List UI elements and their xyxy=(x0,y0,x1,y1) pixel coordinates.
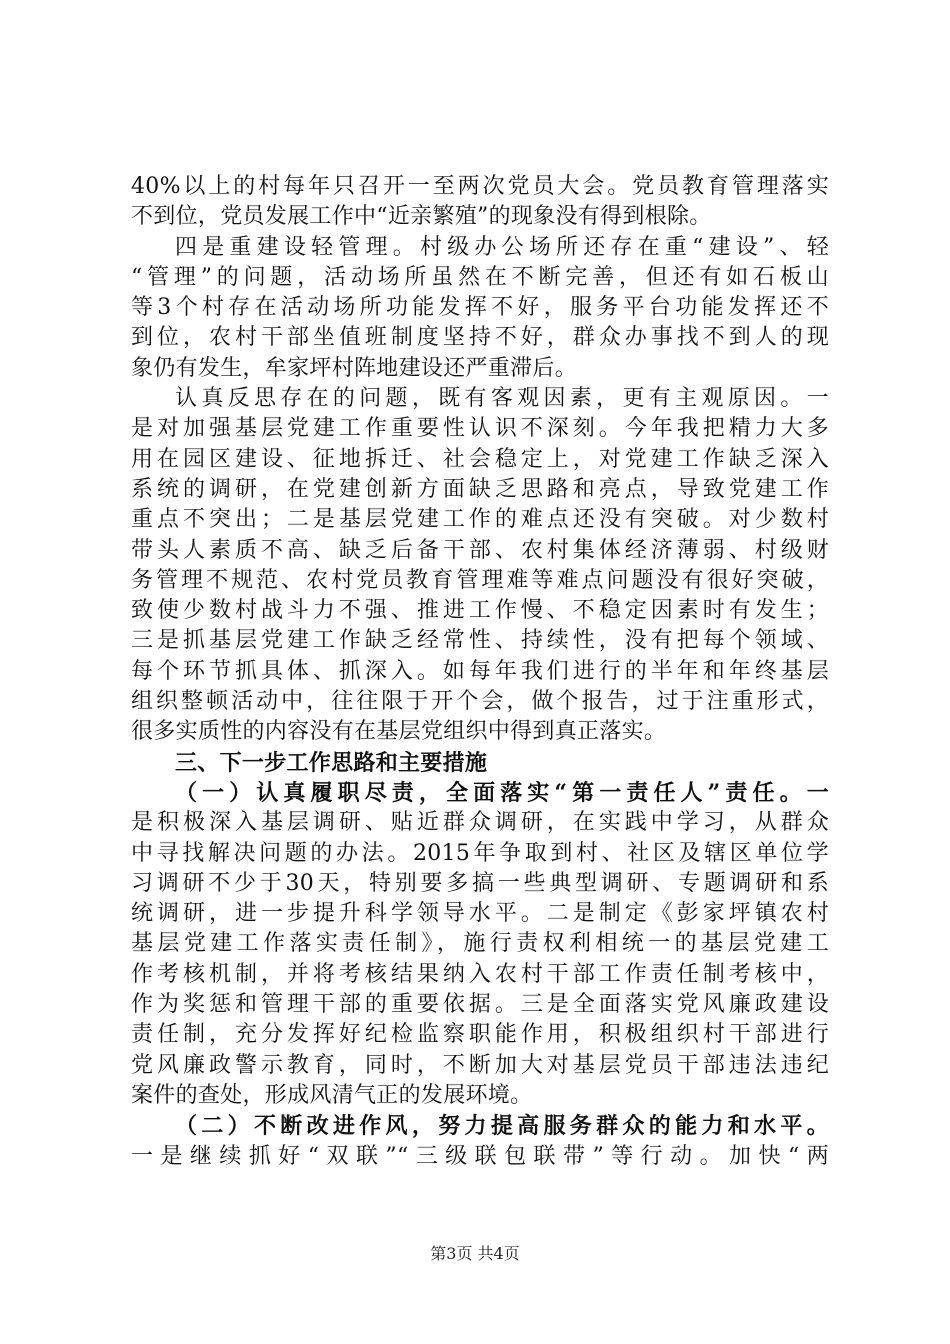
text-line: 党风廉政警示教育，同时，不断加大对基层党员干部违法违纪 xyxy=(131,1052,829,1078)
text-line: 不到位，党员发展工作中“近亲繁殖”的现象没有得到根除。 xyxy=(131,204,712,230)
heading-line: （一）认真履职尽责，全面落实“第一责任人”责任。一 xyxy=(175,779,829,806)
text-line: 致使少数村战斗力不强、推进工作慢、不稳定因素时有发生； xyxy=(131,598,829,624)
text-line: 作为奖惩和管理干部的重要依据。三是全面落实党风廉政建设 xyxy=(131,992,829,1018)
text-line: 40%以上的村每年只召开一至两次党员大会。党员教育管理落实 xyxy=(131,174,829,199)
text-line: 用在园区建设、征地拆迁、社会稳定上，对党建工作缺乏深入 xyxy=(131,446,829,472)
document-body xyxy=(131,172,829,1172)
text-line: 组织整顿活动中，往往限于开个会，做个报告，过于注重形式， xyxy=(131,689,829,715)
text-line: 很多实质性的内容没有在基层党组织中得到真正落实。 xyxy=(131,719,667,745)
text-line: 作考核机制，并将考核结果纳入农村干部工作责任制考核中， xyxy=(131,961,829,987)
text-line: 系统的调研，在党建创新方面缺乏思路和亮点，导致党建工作 xyxy=(131,476,829,502)
text-line: 带头人素质不高、缺乏后备干部、农村集体经济薄弱、村级财 xyxy=(131,537,829,563)
text-line: 是积极深入基层调研、贴近群众调研，在实践中学习，从群众 xyxy=(131,810,829,836)
heading-line: （二）不断改进作风，努力提高服务群众的能力和水平。 xyxy=(175,1113,829,1140)
text-line: 四是重建设轻管理。村级办公场所还存在重“建设”、轻 xyxy=(175,234,829,260)
text-line: 基层党建工作落实责任制》，施行责权利相统一的基层党建工 xyxy=(131,931,829,957)
text-line: “管理”的问题，活动场所虽然在不断完善，但还有如石板山 xyxy=(131,264,829,290)
text-line: 到位，农村干部坐值班制度坚持不好，群众办事找不到人的现 xyxy=(131,325,829,351)
text-line: 等3个村存在活动场所功能发挥不好，服务平台功能发挥还不 xyxy=(131,295,829,321)
text-line: 责任制，充分发挥好纪检监察职能作用，积极组织村干部进行 xyxy=(131,1022,829,1048)
text-line: 务管理不规范、农村党员教育管理难等难点问题没有很好突破， xyxy=(131,567,829,593)
text-line: 三是抓基层党建工作缺乏经常性、持续性，没有把每个领域、 xyxy=(131,628,829,654)
heading-line: 三、下一步工作思路和主要措施 xyxy=(175,749,488,776)
text-line: 习调研不少于30天，特别要多搞一些典型调研、专题调研和系 xyxy=(131,870,829,896)
text-line: 每个环节抓具体、抓深入。如每年我们进行的半年和年终基层 xyxy=(131,658,829,684)
text-line: 中寻找解决问题的办法。2015年争取到村、社区及辖区单位学 xyxy=(131,840,829,866)
text-line: 案件的查处，形成风清气正的发展环境。 xyxy=(131,1082,533,1108)
text-line: 一是继续抓好“双联”“三级联包联带”等行动。加快“两 xyxy=(131,1143,829,1169)
text-line: 认真反思存在的问题，既有客观因素，更有主观原因。一 xyxy=(175,386,829,412)
text-line: 是对加强基层党建工作重要性认识不深刻。今年我把精力大多 xyxy=(131,416,829,442)
text-line: 象仍有发生，牟家坪村阵地建设还严重滞后。 xyxy=(131,355,578,381)
text-line: 重点不突出；二是基层党建工作的难点还没有突破。对少数村 xyxy=(131,507,829,533)
text-line: 统调研，进一步提升科学领导水平。二是制定《彭家坪镇农村 xyxy=(131,901,829,927)
page-footer: 第3页 共4页 xyxy=(430,1244,520,1263)
